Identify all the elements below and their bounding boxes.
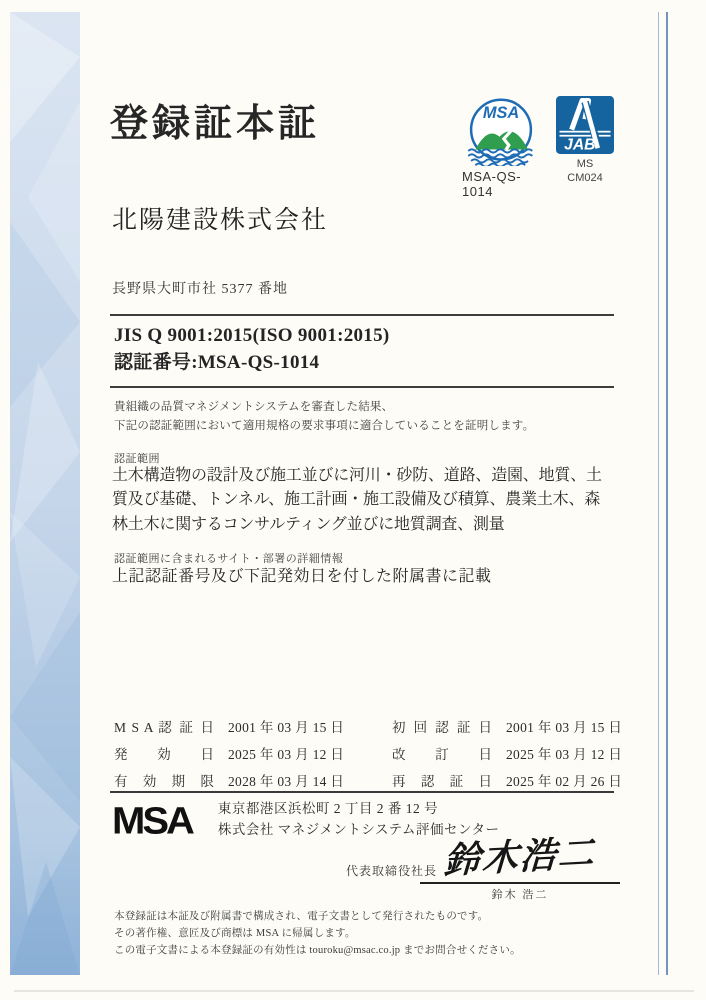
dates-left-column xyxy=(114,716,344,797)
certificate-content xyxy=(110,0,623,1000)
date-label: 発 効 日 xyxy=(114,747,214,762)
fine-print-line3: この電子文書による本登録証の有効性は touroku@msac.co.jp までお問合せください。 xyxy=(114,945,521,956)
date-label: 改 訂 日 xyxy=(392,747,492,762)
jab-badge-caption xyxy=(567,158,602,186)
issuer-company: 株式会社 マネジメントシステム評価センター xyxy=(217,821,500,837)
msa-badge-caption: MSA-QS-1014 xyxy=(462,169,522,199)
certification-number: 認証番号:MSA-QS-1014 xyxy=(114,351,320,373)
signer-printed-name: 鈴木 浩二 xyxy=(491,889,549,901)
issuer-address: 東京都港区浜松町 2 丁目 2 番 12 号 xyxy=(217,801,439,816)
page-title: 登録証本証 xyxy=(110,103,321,145)
date-value: 2025 年 03 月 12 日 xyxy=(506,747,623,762)
date-row-initial-certification xyxy=(392,716,622,736)
date-label: 有 効 期 限 xyxy=(114,774,214,789)
date-row-recertification xyxy=(392,770,622,790)
date-value: 2025 年 03 月 12 日 xyxy=(228,747,345,762)
fine-print-line1: 本登録証は本証及び附属書で構成され、電子文書として発行されたものです。 xyxy=(114,911,489,922)
scope-label: 認証範囲 xyxy=(114,453,160,465)
date-row-msa-certification xyxy=(114,716,344,736)
standard-name: JIS Q 9001:2015(ISO 9001:2015) xyxy=(114,325,390,346)
statement-line1: 貴組織の品質マネジメントシステムを審査した結果、 xyxy=(114,401,394,413)
accreditation-badges xyxy=(462,96,614,199)
date-row-revision xyxy=(392,743,622,763)
date-value: 2001 年 03 月 15 日 xyxy=(506,720,623,735)
signer-title: 代表取締役社長 xyxy=(346,864,438,878)
date-value: 2001 年 03 月 15 日 xyxy=(228,720,345,735)
fine-print-line2: その著作権、意匠及び商標は MSA に帰属します。 xyxy=(114,928,356,939)
date-row-expiry xyxy=(114,770,344,790)
decorative-left-band xyxy=(10,12,80,975)
jab-caption-line2: CM024 xyxy=(567,171,603,184)
msa-logo-icon xyxy=(464,96,538,166)
date-row-effective xyxy=(114,743,344,763)
handwritten-signature: 鈴木浩二 xyxy=(443,832,597,882)
right-vertical-rule-thick xyxy=(666,12,668,975)
jab-caption-line1: MS xyxy=(576,158,594,170)
dates-right-column xyxy=(392,716,622,797)
date-value: 2025 年 02 月 26 日 xyxy=(506,774,623,789)
certification-statement xyxy=(114,398,534,436)
jab-logo-text: JAB xyxy=(564,136,596,154)
footer-fine-print xyxy=(114,908,521,959)
date-label: 初 回 認 証 日 xyxy=(392,720,492,735)
footer-divider xyxy=(110,791,614,793)
organization-address: 長野県大町市社 5377 番地 xyxy=(112,282,288,297)
standard-box xyxy=(110,314,614,388)
organization-name: 北陽建設株式会社 xyxy=(112,207,329,234)
jab-badge xyxy=(556,96,614,186)
statement-line2: 下記の認証範囲において適用規格の要求事項に適合していることを証明します。 xyxy=(114,419,535,432)
date-label: 再 認 証 日 xyxy=(392,774,492,789)
date-value: 2028 年 03 月 14 日 xyxy=(228,774,345,789)
sites-text: 上記認証番号及び下記発効日を付した附属書に記載 xyxy=(112,568,492,585)
msa-badge xyxy=(462,96,540,199)
sites-label: 認証範囲に含まれるサイト・部署の詳細情報 xyxy=(114,553,344,565)
signature-block xyxy=(420,833,620,902)
msa-logo-text: MSA xyxy=(482,104,520,123)
date-label: M S A 認 証 日 xyxy=(114,720,214,735)
issuer-msa-logotype: MSA xyxy=(112,800,192,842)
scope-text: 土木構造物の設計及び施工並びに河川・砂防、道路、造園、地質、土質及び基礎、トンネル、施工計画・施工設備及び積算、農業土木、森林土木に関するコンサルティング並びに地質調査、測量 xyxy=(112,467,602,533)
faceted-band-graphic xyxy=(10,12,80,975)
jab-logo-icon xyxy=(556,96,614,154)
right-vertical-rule-thin xyxy=(658,12,659,975)
